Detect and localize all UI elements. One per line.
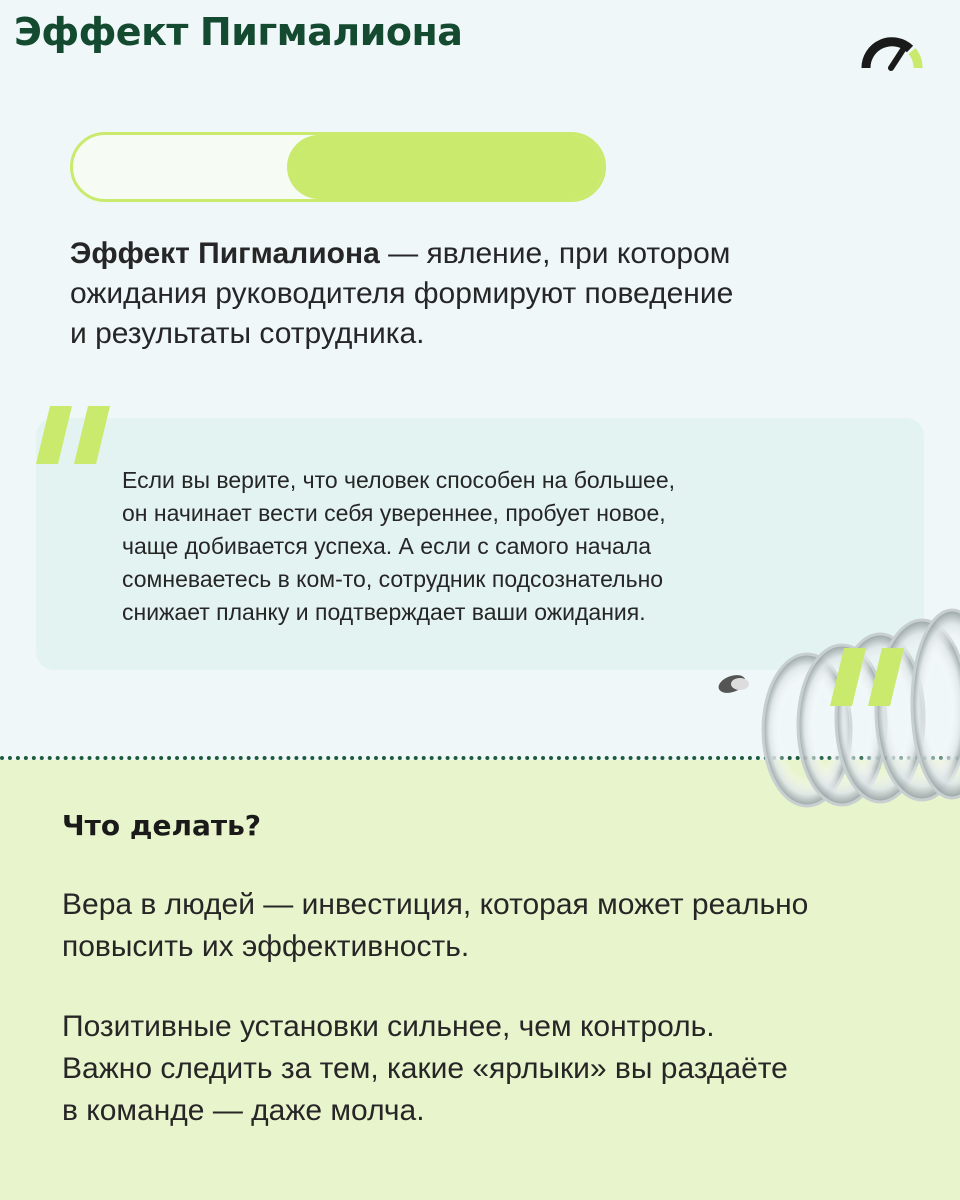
definition-line-3: и результаты сотрудника. xyxy=(70,317,425,350)
quote-text xyxy=(122,464,812,629)
section-heading: Что делать? xyxy=(62,809,262,842)
quote-line-1: Если вы верите, что человек способен на большее, xyxy=(122,467,676,493)
quote-line-4: сомневаетесь в ком-то, сотрудник подсознательно xyxy=(122,566,664,592)
paragraph-2-line-1: Позитивные установки сильнее, чем контроль. xyxy=(62,1010,715,1043)
title-highlight xyxy=(287,135,603,199)
quote-line-2: он начинает вести себя увереннее, пробует новое, xyxy=(122,500,666,526)
quote-line-5: снижает планку и подтверждает ваши ожидания. xyxy=(122,599,646,625)
paragraph-2-line-3: в команде — даже молча. xyxy=(62,1094,425,1127)
title-word-2: Пигмалиона xyxy=(199,10,463,54)
definition-line-2: ожидания руководителя формируют поведение xyxy=(70,277,734,310)
quote-line-3: чаще добивается успеха. А если с самого начала xyxy=(122,533,652,559)
paragraph-1-line-1: Вера в людей — инвестиция, которая может реально xyxy=(62,888,809,921)
paragraph-2 xyxy=(62,1006,922,1132)
title-pill xyxy=(70,132,606,202)
definition-rest: — явление, при котором xyxy=(379,237,731,270)
definition-term: Эффект Пигмалиона xyxy=(70,237,380,270)
title-word-1: Эффект xyxy=(14,10,188,54)
definition-text xyxy=(70,234,870,354)
paragraph-2-line-2: Важно следить за тем, какие «ярлыки» вы раздаёте xyxy=(62,1052,788,1085)
glass-rings-decoration xyxy=(712,600,960,820)
quote-open-icon xyxy=(36,406,110,464)
paragraph-1-line-2: повысить их эффективность. xyxy=(62,930,470,963)
quote-close-icon xyxy=(830,648,904,706)
page-title xyxy=(14,8,462,56)
speedometer-icon xyxy=(860,36,924,72)
paragraph-1 xyxy=(62,884,922,968)
